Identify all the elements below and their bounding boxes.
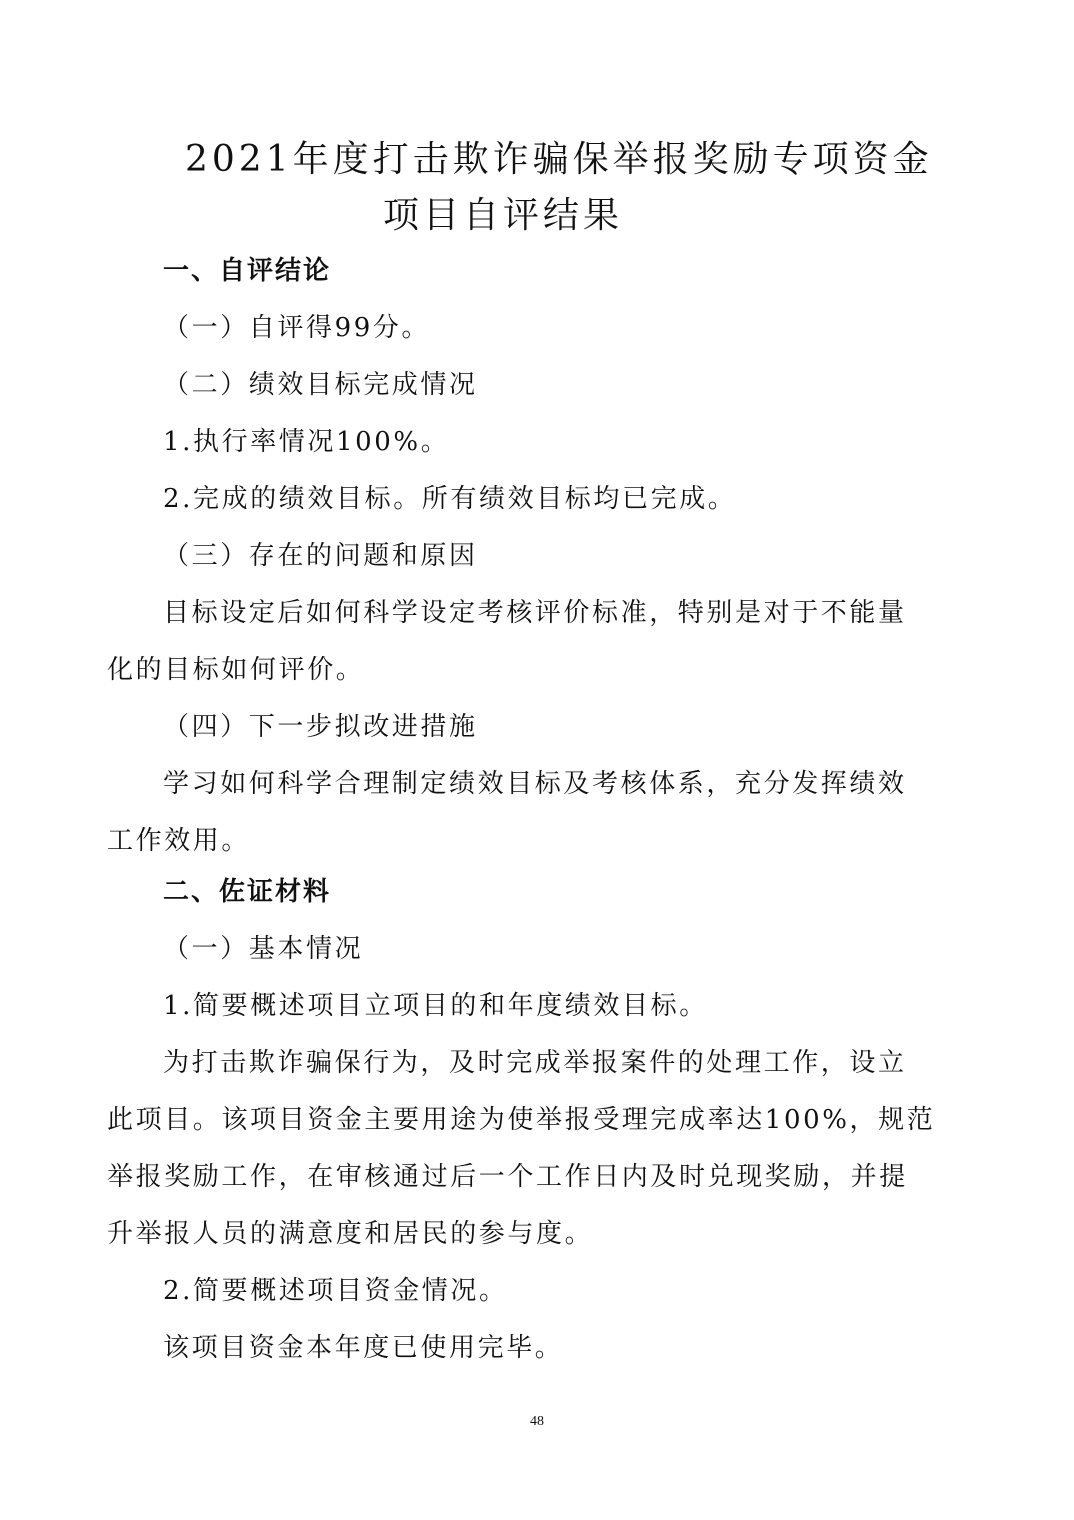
paragraph-execution-rate: 1.执行率情况100%。	[163, 427, 450, 457]
paragraph-problems-line-1: 目标设定后如何科学设定考核评价标准，特别是对于不能量	[163, 598, 907, 628]
paragraph-project-purpose-heading: 1.简要概述项目立项目的和年度绩效目标。	[163, 991, 708, 1021]
paragraph-project-purpose-line-3: 举报奖励工作，在审核通过后一个工作日内及时兑现奖励，并提	[107, 1162, 908, 1192]
page-number: 48	[530, 1414, 544, 1429]
document-title-line-2: 项目自评结果	[383, 195, 624, 236]
paragraph-project-purpose-line-4: 升举报人员的满意度和居民的参与度。	[107, 1219, 594, 1249]
paragraph-problems-line-2: 化的目标如何评价。	[107, 655, 365, 685]
subsection-goal-completion: （二）绩效目标完成情况	[163, 370, 478, 400]
section-heading-evidence: 二、佐证材料	[163, 877, 332, 907]
paragraph-project-purpose-line-1: 为打击欺诈骗保行为，及时完成举报案件的处理工作，设立	[163, 1048, 907, 1078]
section-heading-conclusion: 一、自评结论	[163, 256, 332, 286]
paragraph-project-purpose-line-2: 此项目。该项目资金主要用途为使举报受理完成率达100%，规范	[107, 1105, 936, 1135]
subsection-improvements: （四）下一步拟改进措施	[163, 712, 478, 742]
paragraph-improvements-line-2: 工作效用。	[107, 826, 251, 856]
paragraph-funds-heading: 2.简要概述项目资金情况。	[163, 1276, 508, 1306]
subsection-problems: （三）存在的问题和原因	[163, 541, 478, 571]
subsection-basic-info: （一）基本情况	[163, 934, 364, 964]
document-title-line-1: 2021年度打击欺诈骗保举报奖励专项资金	[185, 139, 933, 180]
paragraph-completed-goals: 2.完成的绩效目标。所有绩效目标均已完成。	[163, 484, 737, 514]
paragraph-improvements-line-1: 学习如何科学合理制定绩效目标及考核体系，充分发挥绩效	[163, 769, 907, 799]
paragraph-funds-text: 该项目资金本年度已使用完毕。	[163, 1333, 564, 1363]
subsection-self-score: （一）自评得99分。	[163, 313, 431, 343]
